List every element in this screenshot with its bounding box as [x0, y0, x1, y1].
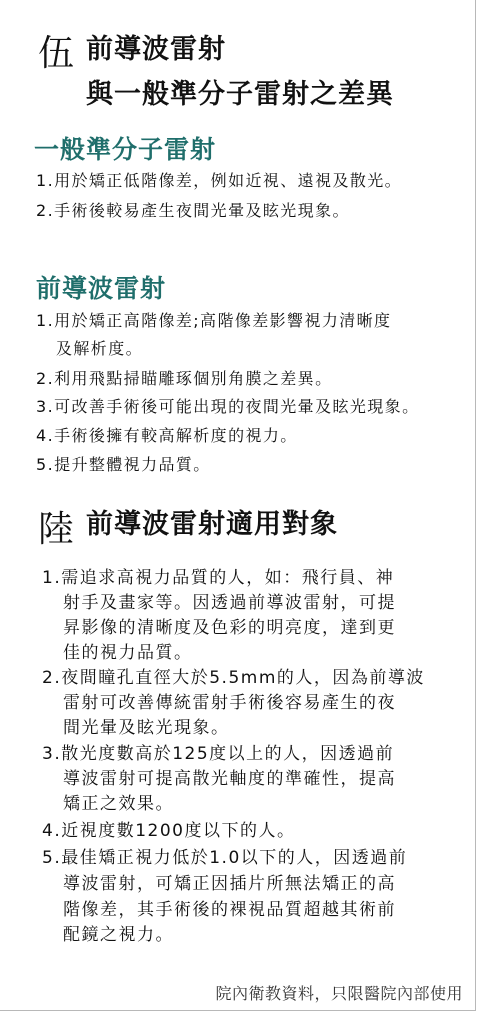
wavefront-item-3: 3.可改善手術後可能出現的夜間光暈及眩光現象。 — [36, 397, 420, 416]
candidate-item-5-cont: 導波雷射，可矯正因插片所無法矯正的高 — [63, 874, 396, 894]
wavefront-item-4: 4.手術後擁有較高解析度的視力。 — [36, 426, 298, 445]
section-6-title: 前導波雷射適用對象 — [86, 509, 338, 540]
candidate-item-5-cont: 階像差，其手術後的裸視品質超越其術前 — [63, 900, 396, 920]
section-5-title-line1: 前導波雷射 — [86, 34, 226, 65]
conventional-item-2: 2.手術後較易產生夜間光暈及眩光現象。 — [36, 201, 350, 220]
candidate-item-3-cont: 矯正之效果。 — [63, 794, 174, 814]
footer-note: 院內衛教資料，只限醫院內部使用 — [215, 984, 463, 1003]
candidate-item-2-cont: 間光暈及眩光現象。 — [63, 718, 230, 738]
candidate-item-3-cont: 導波雷射可提高散光軸度的準確性，提高 — [63, 769, 396, 789]
candidate-item-1-cont: 射手及畫家等。因透過前導波雷射，可提 — [63, 593, 396, 613]
candidate-item-2-cont: 雷射可改善傳統雷射手術後容易產生的夜 — [63, 693, 396, 713]
wavefront-item-5: 5.提升整體視力品質。 — [36, 455, 211, 474]
candidate-item-3: 3.散光度數高於125度以上的人，因透過前 — [42, 744, 395, 764]
wavefront-item-2: 2.利用飛點掃瞄雕琢個別角膜之差異。 — [36, 369, 333, 388]
section-numeral-5: 伍 — [38, 33, 75, 74]
candidate-item-2: 2.夜間瞳孔直徑大於5.5mm的人，因為前導波 — [42, 668, 425, 688]
section-5-title-line2: 與一般準分子雷射之差異 — [86, 79, 394, 110]
conventional-heading: 一般準分子雷射 — [34, 135, 217, 164]
candidate-item-4: 4.近視度數1200度以下的人。 — [42, 821, 296, 841]
wavefront-item-1-cont: 及解析度。 — [56, 339, 144, 358]
wavefront-heading: 前導波雷射 — [36, 274, 167, 303]
candidate-item-1: 1.需追求高視力品質的人，如：飛行員、神 — [42, 568, 395, 588]
candidate-item-1-cont: 佳的視力品質。 — [63, 643, 193, 663]
candidate-item-5: 5.最佳矯正視力低於1.0以下的人，因透過前 — [42, 848, 408, 868]
section-numeral-6: 陸 — [38, 509, 75, 550]
candidate-item-5-cont: 配鏡之視力。 — [63, 925, 174, 945]
wavefront-item-1: 1.用於矯正高階像差;高階像差影響視力清晰度 — [36, 311, 392, 330]
conventional-item-1: 1.用於矯正低階像差，例如近視、遠視及散光。 — [36, 171, 403, 190]
candidate-item-1-cont: 昇影像的清晰度及色彩的明亮度，達到更 — [63, 618, 396, 638]
